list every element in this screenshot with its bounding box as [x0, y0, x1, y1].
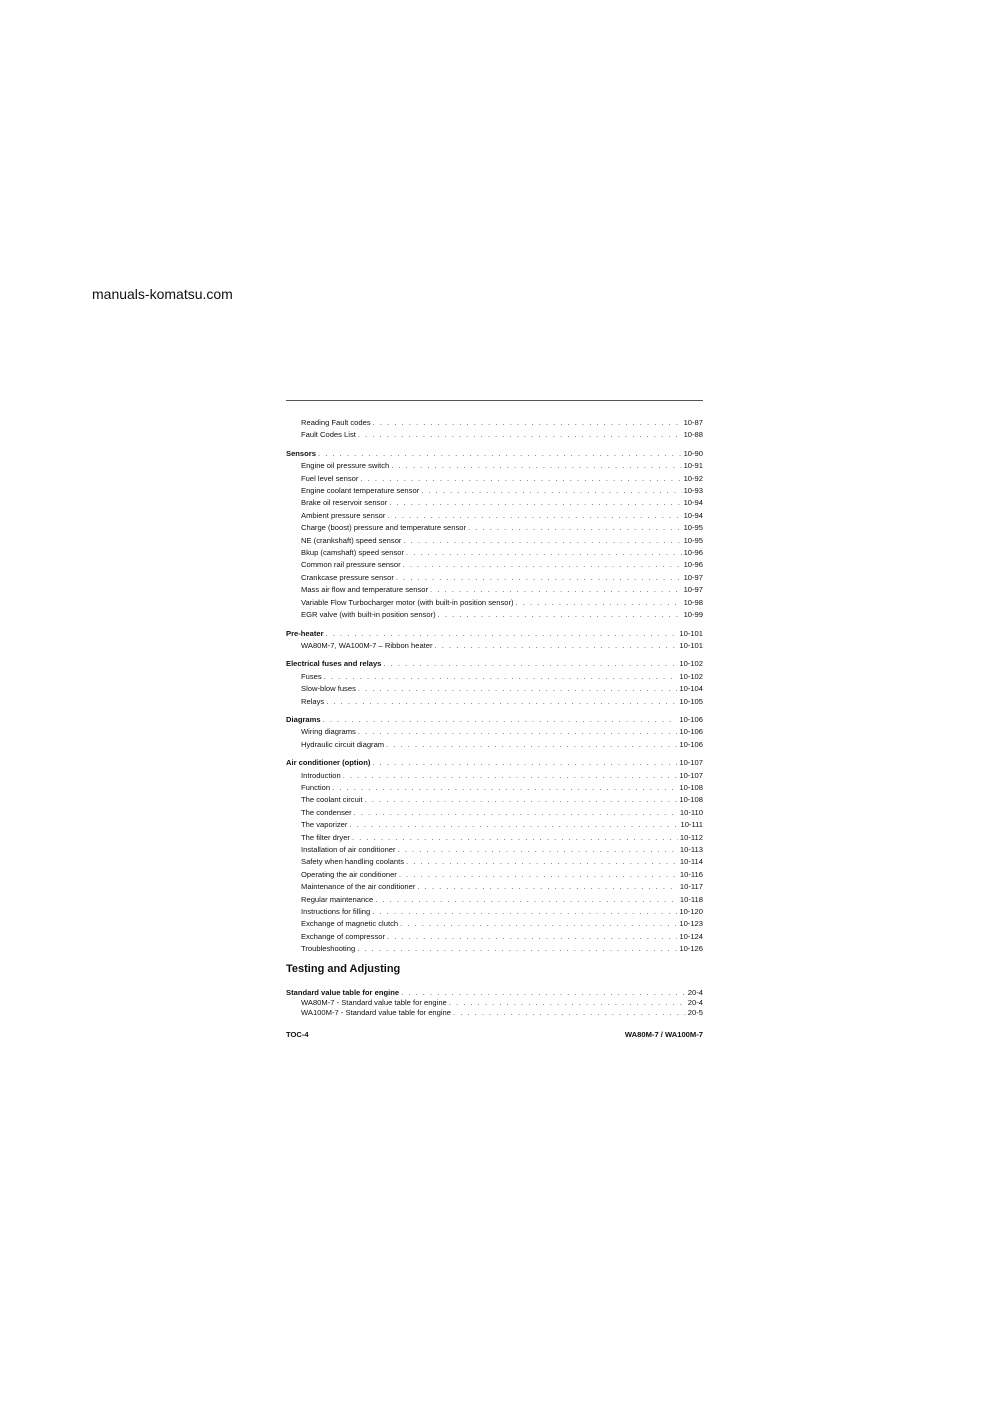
toc-entry[interactable] — [286, 609, 703, 621]
toc-entry-page: 10-118 — [679, 894, 703, 904]
toc-entry[interactable] — [286, 881, 703, 893]
toc-leader-dots — [349, 819, 678, 831]
toc-entry[interactable] — [286, 429, 703, 441]
toc-entry[interactable] — [286, 640, 703, 652]
toc-entry-title: Function — [301, 782, 331, 792]
toc-entry-page: 20-4 — [687, 997, 703, 1007]
toc-entry-title: NE (crankshaft) speed sensor — [301, 535, 402, 545]
toc-entry-title: WA80M-7 - Standard value table for engine — [301, 997, 447, 1007]
header-rule — [286, 400, 703, 401]
toc-entry-title: Hydraulic circuit diagram — [301, 739, 385, 749]
toc-leader-dots — [383, 658, 677, 670]
toc-leader-dots — [391, 460, 681, 472]
toc-entry[interactable] — [286, 485, 703, 497]
toc-entry-title: The filter dryer — [301, 832, 350, 842]
toc-leader-dots — [372, 906, 677, 918]
toc-entry-title: EGR valve (with built-in position sensor) — [301, 610, 436, 620]
toc-group — [286, 417, 703, 442]
toc-leader-dots — [387, 931, 677, 943]
toc-entry-page: 10-96 — [683, 548, 703, 558]
toc-entry[interactable] — [286, 918, 703, 930]
toc-entry-page: 10-110 — [679, 807, 703, 817]
toc-entry-title: Ambient pressure sensor — [301, 510, 386, 520]
toc-section-entries — [286, 988, 703, 1019]
toc-entry-page: 10-108 — [679, 782, 703, 792]
toc-entry[interactable] — [286, 559, 703, 571]
toc-entry[interactable] — [286, 739, 703, 751]
toc-leader-dots — [352, 832, 678, 844]
toc-leader-dots — [435, 640, 678, 652]
toc-group — [286, 448, 703, 622]
toc-entry[interactable] — [286, 807, 703, 819]
toc-leader-dots — [387, 510, 681, 522]
footer-model: WA80M-7 / WA100M-7 — [624, 1030, 703, 1039]
toc-entry-page: 10-104 — [679, 684, 703, 694]
toc-leader-dots — [358, 429, 682, 441]
toc-entry[interactable] — [286, 473, 703, 485]
toc-entry[interactable] — [286, 988, 703, 998]
toc-entry-title: Exchange of magnetic clutch — [301, 919, 399, 929]
toc-entry[interactable] — [286, 782, 703, 794]
toc-entry-title: Wiring diagrams — [301, 727, 356, 737]
toc-entry[interactable] — [286, 417, 703, 429]
toc-entry-page: 10-99 — [683, 610, 703, 620]
toc-entry-title: Troubleshooting — [301, 944, 356, 954]
toc-entry-page: 10-97 — [683, 572, 703, 582]
toc-entry-page: 10-107 — [679, 770, 703, 780]
toc-entry-page: 10-98 — [683, 597, 703, 607]
toc-entry-page: 10-123 — [679, 919, 703, 929]
toc-entry[interactable] — [286, 671, 703, 683]
toc-leader-dots — [326, 696, 677, 708]
toc-entry-title: Fuel level sensor — [301, 473, 359, 483]
toc-leader-dots — [421, 485, 681, 497]
toc-leader-dots — [372, 757, 677, 769]
toc-leader-dots — [430, 584, 682, 596]
toc-leader-dots — [449, 998, 686, 1008]
toc-entry-title: WA80M-7, WA100M-7 – Ribbon heater — [301, 640, 433, 650]
toc-entry-title: The condenser — [301, 807, 352, 817]
toc-leader-dots — [516, 597, 682, 609]
toc-leader-dots — [318, 448, 682, 460]
toc-entry[interactable] — [286, 832, 703, 844]
toc-leader-dots — [386, 739, 677, 751]
toc-leader-dots — [453, 1008, 686, 1018]
toc-entry[interactable] — [286, 770, 703, 782]
toc-groups — [286, 417, 703, 956]
toc-group — [286, 714, 703, 751]
toc-entry[interactable] — [286, 894, 703, 906]
toc-entry-title: Safety when handling coolants — [301, 857, 405, 867]
toc-group — [286, 757, 703, 956]
toc-entry-page: 10-101 — [679, 628, 703, 638]
footer-page-number: TOC-4 — [286, 1030, 309, 1039]
toc-entry-page: 10-93 — [683, 486, 703, 496]
toc-leader-dots — [365, 794, 678, 806]
toc-entry[interactable] — [286, 510, 703, 522]
toc-entry[interactable] — [286, 696, 703, 708]
toc-entry-page: 10-124 — [679, 931, 703, 941]
toc-entry[interactable] — [286, 943, 703, 955]
toc-leader-dots — [357, 943, 677, 955]
toc-entry-title: Engine oil pressure switch — [301, 461, 390, 471]
toc-entry[interactable] — [286, 584, 703, 596]
toc-entry-title: Mass air flow and temperature sensor — [301, 585, 429, 595]
toc-entry-page: 10-97 — [683, 585, 703, 595]
toc-entry[interactable] — [286, 757, 703, 769]
toc-entry-page: 10-102 — [679, 659, 703, 669]
toc-entry[interactable] — [286, 497, 703, 509]
toc-entry[interactable] — [286, 726, 703, 738]
toc-entry-title: Instructions for filling — [301, 907, 371, 917]
toc-entry-page: 10-106 — [679, 727, 703, 737]
toc-entry-title: The vaporizer — [301, 820, 348, 830]
toc-group — [286, 658, 703, 708]
toc-entry-page: 10-111 — [680, 820, 703, 830]
toc-leader-dots — [343, 770, 678, 782]
toc-entry[interactable] — [286, 844, 703, 856]
toc-entry-title: The coolant circuit — [301, 795, 363, 805]
toc-entry-title: Charge (boost) pressure and temperature sensor — [301, 523, 467, 533]
toc-entry-page: 10-114 — [679, 857, 703, 867]
toc-entry-title: Engine coolant temperature sensor — [301, 486, 420, 496]
toc-entry[interactable] — [286, 572, 703, 584]
toc-entry-title: Fuses — [301, 671, 322, 681]
toc-leader-dots — [399, 869, 678, 881]
toc-entry-title: Air conditioner (option) — [286, 758, 371, 768]
toc-entry-title: Relays — [301, 696, 325, 706]
toc-leader-dots — [389, 497, 681, 509]
site-watermark: manuals-komatsu.com — [92, 286, 233, 302]
toc-entry[interactable] — [286, 1008, 703, 1018]
toc-entry-page: 10-105 — [679, 696, 703, 706]
toc-entry-title: Bkup (camshaft) speed sensor — [301, 548, 404, 558]
toc-leader-dots — [401, 988, 686, 998]
toc-entry[interactable] — [286, 683, 703, 695]
toc-entry-title: Brake oil reservoir sensor — [301, 498, 388, 508]
toc-entry-page: 10-113 — [679, 845, 703, 854]
toc-entry[interactable] — [286, 535, 703, 547]
toc-entry-title: Crankcase pressure sensor — [301, 572, 394, 582]
toc-entry-page: 10-94 — [683, 498, 703, 508]
toc-entry-title: Installation of air conditioner — [301, 845, 396, 854]
toc-entry-title: Fault Codes List — [301, 430, 356, 440]
toc-leader-dots — [406, 547, 682, 559]
toc-leader-dots — [358, 683, 677, 695]
toc-entry-page: 10-91 — [683, 461, 703, 471]
page-footer — [286, 1030, 703, 1039]
toc-entry-title: Operating the air conditioner — [301, 869, 397, 879]
toc-entry-page: 10-107 — [679, 758, 703, 768]
toc-entry[interactable] — [286, 931, 703, 943]
toc-entry-title: Exchange of compressor — [301, 931, 385, 941]
toc-leader-dots — [360, 473, 681, 485]
toc-leader-dots — [406, 856, 678, 868]
toc-group — [286, 628, 703, 653]
toc-entry[interactable] — [286, 460, 703, 472]
toc-entry-title: Introduction — [301, 770, 341, 780]
toc-entry-page: 10-102 — [679, 671, 703, 681]
toc-entry-title: Standard value table for engine — [286, 987, 400, 997]
toc-entry[interactable] — [286, 658, 703, 670]
toc-entry-page: 10-106 — [679, 714, 703, 724]
toc-entry-title: WA100M-7 - Standard value table for engine — [301, 1008, 451, 1018]
toc-entry[interactable] — [286, 998, 703, 1008]
toc-entry-page: 10-112 — [679, 832, 703, 842]
toc-entry-title: Maintenance of the air conditioner — [301, 882, 416, 892]
section-title: Testing and Adjusting — [286, 962, 401, 975]
toc-entry-title: Pre-heater — [286, 628, 324, 638]
toc-entry[interactable] — [286, 856, 703, 868]
toc-leader-dots — [354, 807, 678, 819]
toc-leader-dots — [324, 671, 678, 683]
toc-entry-title: Common rail pressure sensor — [301, 560, 401, 570]
toc-entry-page: 20-4 — [687, 987, 703, 997]
toc-leader-dots — [403, 535, 681, 547]
toc-entry-page: 10-87 — [683, 418, 703, 427]
toc-entry[interactable] — [286, 714, 703, 726]
toc-entry-page: 10-90 — [683, 448, 703, 458]
toc-entry-title: Variable Flow Turbocharger motor (with built-in position sensor) — [301, 597, 514, 607]
toc-entry-title: Sensors — [286, 448, 316, 458]
toc-entry-page: 10-95 — [683, 523, 703, 533]
toc-entry[interactable] — [286, 597, 703, 609]
toc-leader-dots — [403, 559, 682, 571]
toc-leader-dots — [438, 609, 682, 621]
toc-entry-title: Electrical fuses and relays — [286, 659, 382, 669]
toc-entry[interactable] — [286, 448, 703, 460]
toc-entry-page: 10-116 — [679, 869, 703, 879]
toc-entry[interactable] — [286, 794, 703, 806]
toc-entry-page: 10-88 — [683, 430, 703, 440]
toc-entry-page: 10-108 — [679, 795, 703, 805]
toc-entry-title: Slow-blow fuses — [301, 684, 356, 694]
toc-leader-dots — [323, 714, 678, 726]
toc-entry[interactable] — [286, 522, 703, 534]
toc-entry-page: 10-120 — [679, 907, 703, 917]
toc-leader-dots — [468, 522, 682, 534]
toc-leader-dots — [326, 628, 678, 640]
toc-leader-dots — [375, 894, 678, 906]
toc-entry-title: Reading Fault codes — [301, 418, 371, 427]
toc-leader-dots — [373, 417, 682, 429]
toc-leader-dots — [396, 572, 682, 584]
toc-entry-title: Regular maintenance — [301, 894, 374, 904]
toc-leader-dots — [332, 782, 677, 794]
toc-entry-page: 10-101 — [679, 640, 703, 650]
toc-entry[interactable] — [286, 869, 703, 881]
toc-entry[interactable] — [286, 819, 703, 831]
toc-entry-title: Diagrams — [286, 714, 321, 724]
toc-entry-page: 10-96 — [683, 560, 703, 570]
toc-entry-page: 10-95 — [683, 535, 703, 545]
toc-entry[interactable] — [286, 547, 703, 559]
toc-entry-page: 10-92 — [683, 473, 703, 483]
toc-leader-dots — [398, 844, 678, 856]
toc-entry-page: 20-5 — [687, 1008, 703, 1018]
toc-leader-dots — [358, 726, 677, 738]
toc-entry-page: 10-106 — [679, 739, 703, 749]
toc-leader-dots — [417, 881, 678, 893]
toc-entry[interactable] — [286, 906, 703, 918]
toc-leader-dots — [400, 918, 677, 930]
toc-entry[interactable] — [286, 628, 703, 640]
table-of-contents — [286, 417, 703, 1024]
toc-entry-page: 10-126 — [679, 944, 703, 954]
toc-entry-page: 10-94 — [683, 510, 703, 520]
toc-entry-page: 10-117 — [679, 882, 703, 892]
